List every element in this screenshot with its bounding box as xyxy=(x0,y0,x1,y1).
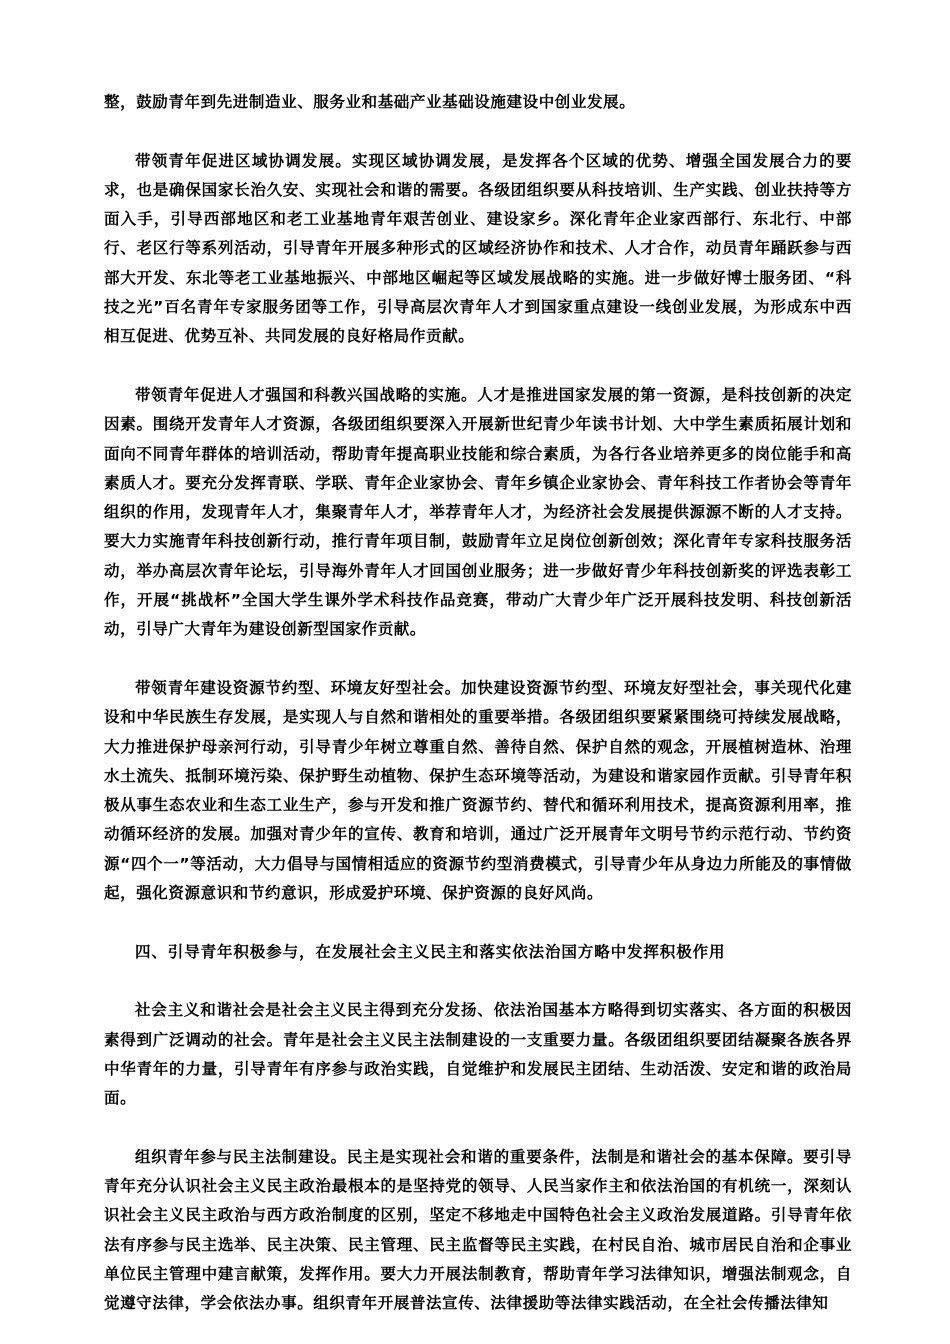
paragraph-continuation: 整，鼓励青年到先进制造业、服务业和基础产业基础设施建设中创业发展。 xyxy=(104,93,636,111)
paragraph-regional-development: 带领青年促进区域协调发展。实现区域协调发展，是发挥各个区域的优势、增强全国发展合力的要求，也是确保国家长治久安、实现社会和谐的需要。各级团组织要从科技培训、生产实践、创业扶持等方面入手，引导西部地区和老工业基地青年艰苦创业、建设家乡。深化青年企业家西部行、东北行、中部行、老区行等系列活动，引导青年开展多种形式的区域经济协作和技术、人才合作，动员青年踊跃参与西部大开发、东北等老工业基地振兴、中部地区崛起等区域发展战略的实施。进一步做好博士服务团、“科技之光”百名青年专家服务团等工作，引导高层次青年人才到国家重点建设一线创业发展，为形成东中西相互促进、优势互补、共同发展的良好格局作贡献。 xyxy=(104,151,852,346)
paragraph-harmonious-society: 社会主义和谐社会是社会主义民主得到充分发扬、依法治国基本方略得到切实落实、各方面的积极因素得到广泛调动的社会。青年是社会主义民主法制建设的一支重要力量。各级团组织要团结凝聚各族各界中华青年的力量，引导青年有序参与政治实践，自觉维护和发展民主团结、生动活泼、安定和谐的政治局面。 xyxy=(104,1001,852,1108)
section-heading: 四、引导青年积极参与，在发展社会主义民主和落实依法治国方略中发挥积极作用 xyxy=(135,942,726,961)
document-page xyxy=(104,88,852,1318)
paragraph-democracy-legal: 组织青年参与民主法制建设。民主是实现社会和谐的重要条件，法制是和谐社会的基本保障。要引导青年充分认识社会主义民主政治最根本的是坚持党的领导、人民当家作主和依法治国的有机统一，深刻认识社会主义民主政治与西方政治制度的区别，坚定不移地走中国特色社会主义政治发展道路。引导青年依法有序参与民主选举、民主决策、民主管理、民主监督等民主实践，在村民自治、城市居民自治和企事业单位民主管理中建言献策，发挥作用。要大力开展法制教育，帮助青年学习法律知识，增强法制观念，自觉遵守法律，学会依法办事。组织青年开展普法宣传、法律援助等法律实践活动，在全社会传播法律知 xyxy=(104,1147,852,1313)
paragraph-resource-saving: 带领青年建设资源节约型、环境友好型社会。加快建设资源节约型、环境友好型社会，事关现代化建设和中华民族生存发展，是实现人与自然和谐相处的重要举措。各级团组织要紧紧围绕可持续发展战略，大力推进保护母亲河行动，引导青少年树立尊重自然、善待自然、保护自然的观念，开展植树造林、治理水土流失、抵制环境污染、保护野生动植物、保护生态环境等活动，为建设和谐家园作贡献。引导青年积极从事生态农业和生态工业生产，参与开发和推广资源节约、替代和循环利用技术，提高资源利用率，推动循环经济的发展。加强对青少年的宣传、教育和培训，通过广泛开展青年文明号节约示范行动、节约资源“四个一”等活动，大力倡导与国情相适应的资源节约型消费模式，引导青少年从身边力所能及的事情做起，强化资源意识和节约意识，形成爱护环境、保护资源的良好风尚。 xyxy=(104,678,852,903)
paragraph-talent-strategy: 带领青年促进人才强国和科教兴国战略的实施。人才是推进国家发展的第一资源，是科技创新的决定因素。围绕开发青年人才资源，各级团组织要深入开展新世纪青少年读书计划、大中学生素质拓展计划和面向不同青年群体的培训活动，帮助青年提高职业技能和综合素质，为各行各业培养更多的岗位能手和高素质人才。要充分发挥青联、学联、青年企业家协会、青年乡镇企业家协会、青年科技工作者协会等青年组织的作用，发现青年人才，集聚青年人才，举荐青年人才，为经济社会发展提供源源不断的人才支持。要大力实施青年科技创新行动，推行青年项目制，鼓励青年立足岗位创新创效；深化青年专家科技服务活动，举办高层次青年论坛，引导海外青年人才回国创业服务；进一步做好青少年科技创新奖的评选表彰工作，开展“挑战杯”全国大学生课外学术科技作品竞赛，带动广大青少年广泛开展科技发明、科技创新活动，引导广大青年为建设创新型国家作贡献。 xyxy=(104,385,852,639)
